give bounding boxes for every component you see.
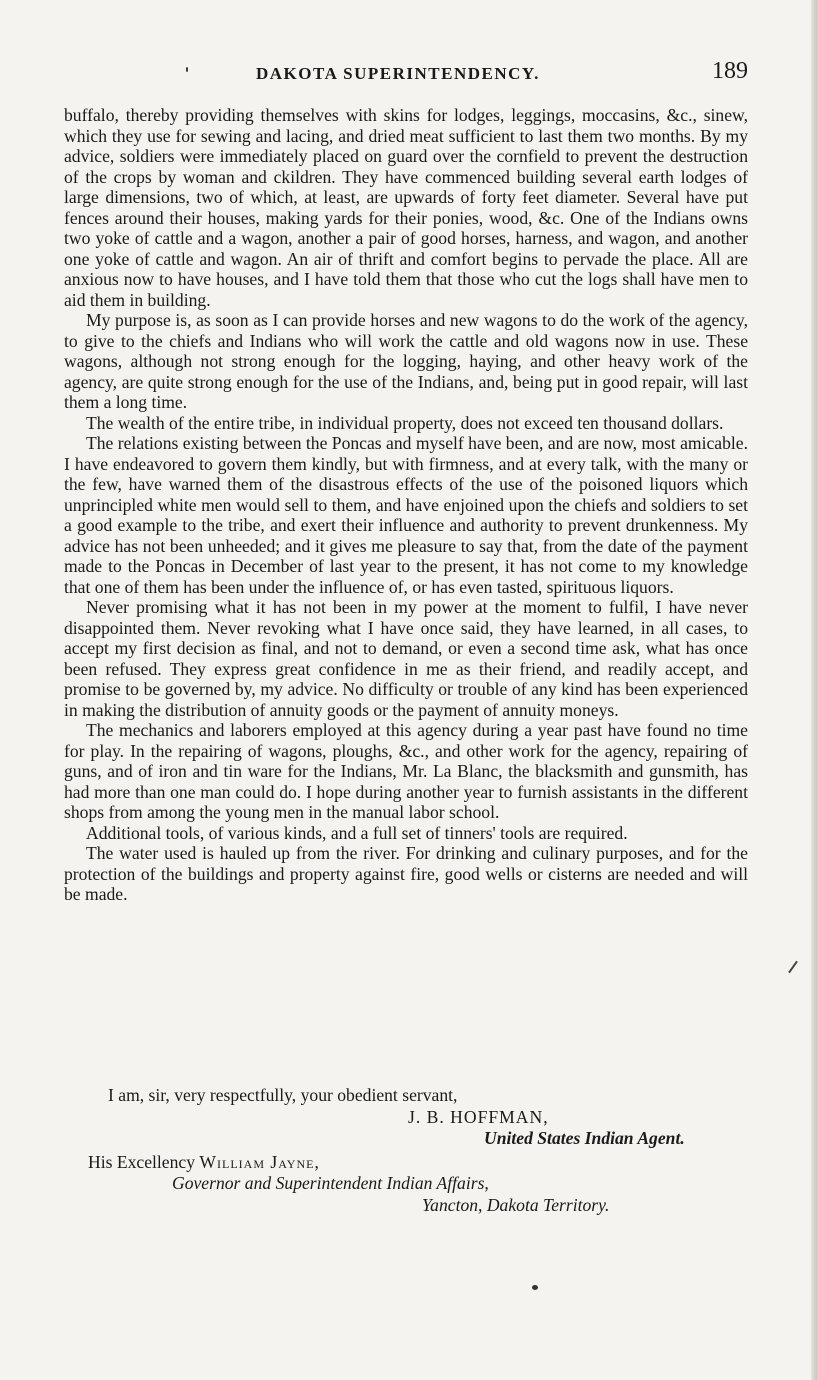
page-header	[62, 58, 748, 90]
paragraph: buffalo, thereby providing themselves with skins for lodges, leggings, moccasins, &c., sinew, which they use for sewing and lacing, and dried meat sufficient to last them two months. By my advice, soldiers were immediately placed on guard over the cornfield to prevent the destruction of the crops by woman and ckildren. They have commenced building several earth lodges of large dimensions, two of which, at least, are upwards of forty feet diameter. Several have put fences around their houses, making yards for their ponies, wood, &c. One of the Indians owns two yoke of cattle and a wagon, another a pair of good horses, harness, and wagon, and another one yoke of cattle and wagon. An air of thrift and comfort begins to pervade the place. All are anxious now to have houses, and I have told them that those who cut the logs shall have men to aid them in building.	[64, 105, 748, 310]
paragraph: The wealth of the entire tribe, in individual property, does not exceed ten thousand dollars.	[86, 412, 724, 433]
running-head: DAKOTA SUPERINTENDENCY.	[256, 64, 540, 83]
margin-mark	[788, 961, 798, 974]
paragraph: My purpose is, as soon as I can provide horses and new wagons to do the work of the agency, to give to the chiefs and Indians who will work the cattle and old wagons now in use. These wagons, although not strong enough for the logging, haying, and other heavy work of the agency, are quite strong enough for the use of the Indians, and, being put in good repair, will last them a long time.	[64, 310, 748, 412]
paragraph: The water used is hauled up from the river. For drinking and culinary purposes, and for the protection of the buildings and property against fire, good wells or cisterns are needed and will be made.	[64, 843, 748, 904]
paragraph: The relations existing between the Poncas and myself have been, and are now, most amicable. I have endeavored to govern them kindly, but with firmness, and at every talk, with the many or the few, have warned them of the disastrous effects of the use of the poisoned liquors which unprincipled white men would sell to them, and have enjoined upon the chiefs and soldiers to set a good example to the tribe, and exert their influence and authority to prevent drunkenness. My advice has not been unheeded; and it gives me pleasure to say that, from the date of the payment made to the Poncas in December of last year to the present, it has not come to my knowledge that one of them has been under the influence of, or has even tasted, spirituous liquors.	[64, 433, 748, 597]
ink-speck	[532, 1285, 538, 1290]
signer-title: United States Indian Agent.	[484, 1128, 685, 1148]
paragraph: Never promising what it has not been in my power at the moment to fulfil, I have never disappointed them. Never revoking what I have once said, they have learned, in all cases, to accept my first decision as final, and not to demand, or even a second time ask, what has once been refused. They express great confidence in me as their friend, and readily accept, and promise to be governed by, my advice. No difficulty or trouble of any kind has been experienced in making the distribution of annuity goods or the payment of annuity moneys.	[64, 597, 748, 720]
page-edge-shadow	[811, 0, 817, 1380]
addressee-salutation: His Excellency	[88, 1152, 195, 1172]
addressee-name: William Jayne,	[199, 1152, 320, 1172]
addressee-location: Yancton, Dakota Territory.	[422, 1195, 610, 1215]
addressee-line	[88, 1152, 320, 1173]
paragraph: Additional tools, of various kinds, and a full set of tinners' tools are required.	[86, 822, 628, 843]
page-number: 189	[712, 58, 748, 84]
ink-speck	[186, 67, 188, 72]
letter-body	[64, 105, 748, 905]
addressee-office: Governor and Superintendent Indian Affairs,	[172, 1173, 489, 1193]
paragraph: The mechanics and laborers employed at this agency during a year past have found no time for play. In the repairing of wagons, ploughs, &c., and other work for the agency, repairing of guns, and of iron and tin ware for the Indians, Mr. La Blanc, the blacksmith and gunsmith, has had more than one man could do. I hope during another year to furnish assistants in the different shops from among the young men in the manual labor school.	[64, 720, 748, 822]
letter-closing: I am, sir, very respectfully, your obedient servant,	[108, 1085, 458, 1105]
signer-name: J. B. HOFFMAN,	[408, 1107, 549, 1127]
